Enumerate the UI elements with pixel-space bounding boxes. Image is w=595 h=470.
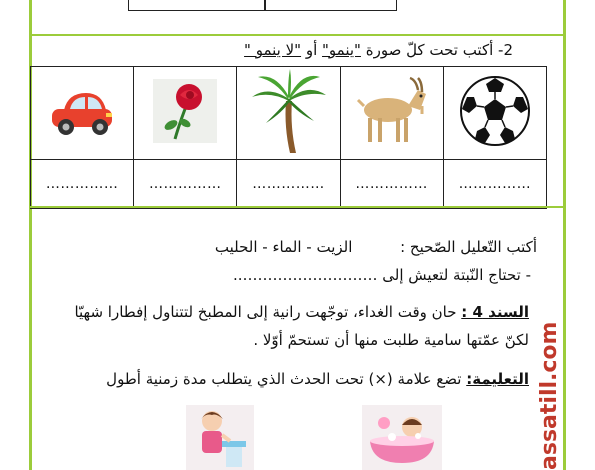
instruction-line: التعليمة: تضع علامة (×) تحت الحدث الذي يتطلب مدة زمنية أطول bbox=[106, 370, 529, 388]
reasoning-prompt: أكتب التّعليل الصّحيح : الزيت - الماء - الحليب bbox=[214, 238, 537, 256]
answer-cell-goat[interactable]: …………… bbox=[340, 160, 443, 209]
section-divider bbox=[30, 34, 563, 36]
previous-table-fragment bbox=[128, 0, 397, 11]
cell-rose bbox=[134, 67, 237, 160]
cell-palm bbox=[237, 67, 340, 160]
cell-ball bbox=[443, 67, 546, 160]
answer-cell-ball[interactable]: …………… bbox=[443, 160, 546, 209]
palm-tree-icon bbox=[248, 67, 328, 155]
goat-icon bbox=[352, 76, 432, 146]
girl-bathing-icon bbox=[362, 405, 442, 470]
site-watermark: assatill.com bbox=[537, 321, 562, 470]
reasoning-sentence: - تحتاج النّبتة لتعيش إلى ……………………….. bbox=[232, 266, 531, 284]
girl-washing-hands-icon bbox=[186, 405, 254, 470]
cell-car bbox=[31, 67, 134, 160]
context-4-label: السند 4 : bbox=[461, 303, 529, 321]
context-4-line1: السند 4 : حان وقت الغداء، توجّهت رانية إلى المطبخ لتتناول إفطارا شهيّا bbox=[74, 303, 529, 321]
growth-table bbox=[30, 66, 547, 209]
answer-cell-car[interactable]: …………… bbox=[31, 160, 134, 209]
question-2-heading: 2- أكتب تحت كلّ صورة "ينمو" أو "لا ينمو " bbox=[244, 41, 513, 59]
cell-goat bbox=[340, 67, 443, 160]
reasoning-choices: الزيت - الماء - الحليب bbox=[214, 238, 353, 256]
soccer-ball-icon bbox=[457, 73, 533, 149]
answer-cell-rose[interactable]: …………… bbox=[134, 160, 237, 209]
answer-cell-palm[interactable]: …………… bbox=[237, 160, 340, 209]
section-divider-2 bbox=[30, 206, 563, 208]
car-icon bbox=[46, 83, 118, 139]
instruction-label: التعليمة: bbox=[466, 370, 529, 388]
rose-icon bbox=[149, 75, 221, 147]
context-4-line2: لكنّ عمّتها سامية طلبت منها أن تستحمّ أوّلا . bbox=[253, 331, 529, 349]
